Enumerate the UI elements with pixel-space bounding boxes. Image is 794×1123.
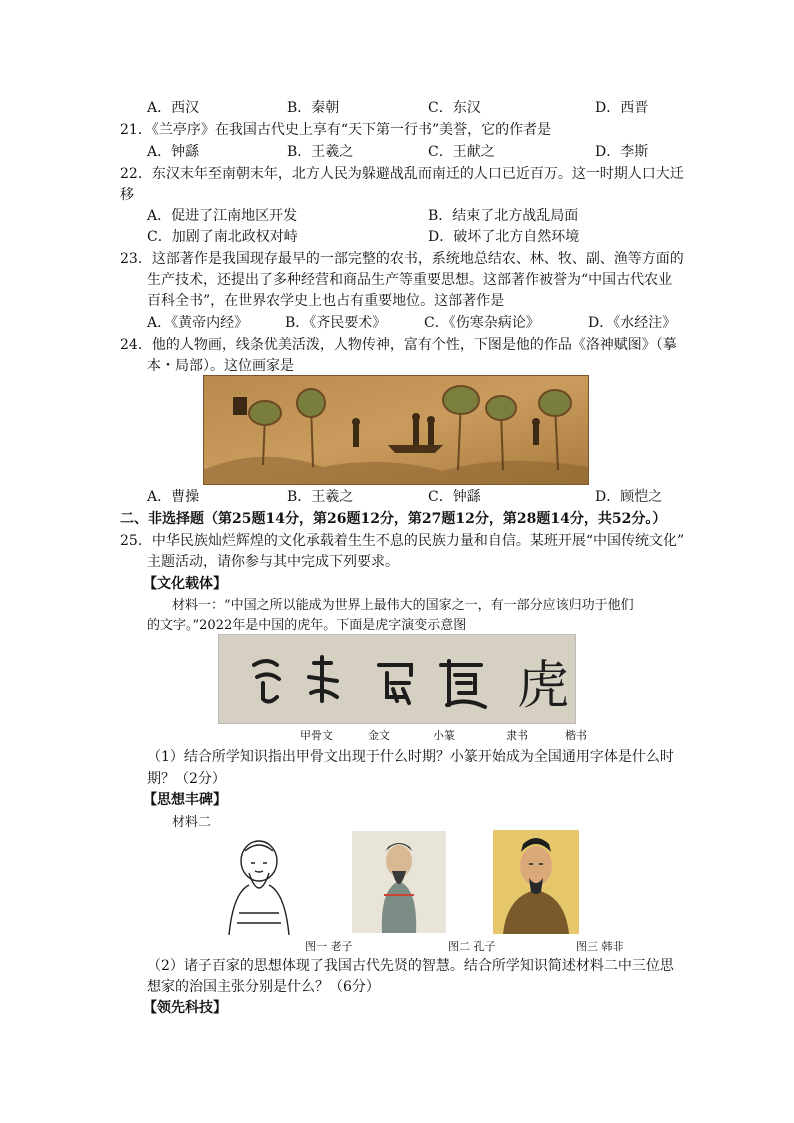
laozi-portrait-image [215, 833, 303, 935]
material-1-line1: 材料一：“中国之所以能成为世界上最伟大的国家之一，有一部分应该归功于他们 [172, 598, 634, 613]
q20-option-c: C．东汉 [428, 100, 481, 116]
section-2-heading: 二、非选择题（第25题14分，第26题12分，第27题12分，第28题14分，共52分。） [120, 511, 667, 527]
q25-stem-line2: 主题活动，请你参与其中完成下列要求。 [147, 554, 399, 570]
tiger-regular-script-glyph: 虎 [517, 658, 570, 715]
q20-option-a: A．西汉 [147, 100, 200, 116]
q21-option-b: B．王羲之 [287, 144, 354, 160]
q24-option-a: A．曹操 [147, 489, 200, 505]
heading-thought-monument: 【思想丰碑】 [143, 792, 227, 808]
portrait-caption-confucius: 图二 孔子 [448, 940, 496, 953]
q25-sub1-line1: （1）结合所学知识指出甲骨文出现于什么时期？小篆开始成为全国通用字体是什么时 [147, 749, 674, 765]
q20-option-b: B．秦朝 [287, 100, 340, 116]
q24-stem-line2: 本・局部）。这位画家是 [147, 358, 294, 374]
material-1-line2: 的文字。”2022年是中国的虎年。下面是虎字演变示意图 [147, 618, 467, 633]
q22-option-c: C．加剧了南北政权对峙 [147, 229, 298, 245]
q21-option-c: C．王献之 [428, 144, 495, 160]
q24-stem-line1: 24．他的人物画，线条优美活泼，人物传神，富有个性，下图是他的作品《洛神赋图》（摹 [120, 337, 677, 353]
q21-option-a: A．钟繇 [147, 144, 200, 160]
tiger-caption-regular: 楷书 [565, 729, 587, 742]
tiger-caption-bronze: 金文 [368, 729, 390, 742]
q23-stem-line2: 生产技术，还提出了多种经营和商品生产等重要思想。这部著作被誉为“中国古代农业 [147, 272, 673, 288]
q23-stem-line3: 百科全书”，在世界农学史上也占有重要地位。这部著作是 [147, 293, 505, 309]
q22-option-b: B．结束了北方战乱局面 [428, 208, 579, 224]
q23-stem-line1: 23．这部著作是我国现存最早的一部完整的农书，系统地总结农、林、牧、副、渔等方面的 [120, 251, 684, 267]
luoshen-painting-image [203, 375, 589, 485]
heading-leading-technology: 【领先科技】 [143, 1000, 227, 1016]
q22-stem-line1: 22．东汉末年至南朝末年，北方人民为躲避战乱而南迁的人口已近百万。这一时期人口大迁 [120, 166, 684, 182]
portrait-caption-hanfei: 图三 韩非 [576, 940, 624, 953]
q23-option-c: C．《伤寒杂病论》 [424, 315, 540, 331]
hanfei-portrait-image [493, 830, 579, 934]
heading-culture-carrier: 【文化载体】 [143, 576, 227, 592]
q22-option-a: A．促进了江南地区开发 [147, 208, 298, 224]
confucius-portrait-image [352, 831, 446, 933]
q20-option-d: D．西晋 [595, 100, 649, 116]
q22-option-d: D．破坏了北方自然环境 [428, 229, 580, 245]
tiger-caption-seal: 小篆 [433, 729, 455, 742]
q25-sub2-line2: 想家的治国主张分别是什么？（6分） [147, 979, 380, 995]
tiger-caption-clerical: 隶书 [506, 729, 528, 742]
q23-option-b: B．《齐民要术》 [285, 315, 387, 331]
q24-option-d: D．顾恺之 [595, 489, 663, 505]
q24-option-c: C．钟繇 [428, 489, 481, 505]
q23-option-a: A．《黄帝内经》 [147, 315, 249, 331]
q25-sub1-line2: 期？（2分） [147, 771, 226, 787]
tiger-character-evolution-image [218, 634, 576, 724]
tiger-caption-oracle: 甲骨文 [300, 729, 333, 742]
q25-stem-line1: 25．中华民族灿烂辉煌的文化承载着生生不息的民族力量和自信。某班开展“中国传统文化” [120, 533, 685, 549]
portrait-caption-laozi: 图一 老子 [305, 940, 353, 953]
q21-stem: 21．《兰亭序》在我国古代史上享有“天下第一行书”美誉，它的作者是 [120, 122, 552, 138]
q21-option-d: D．李斯 [595, 144, 649, 160]
q22-stem-line2: 移 [120, 187, 134, 203]
q25-sub2-line1: （2）诸子百家的思想体现了我国古代先贤的智慧。结合所学知识简述材料二中三位思 [147, 958, 674, 974]
q24-option-b: B．王羲之 [287, 489, 354, 505]
material-2-label: 材料二 [172, 815, 212, 830]
q23-option-d: D．《水经注》 [588, 315, 677, 331]
